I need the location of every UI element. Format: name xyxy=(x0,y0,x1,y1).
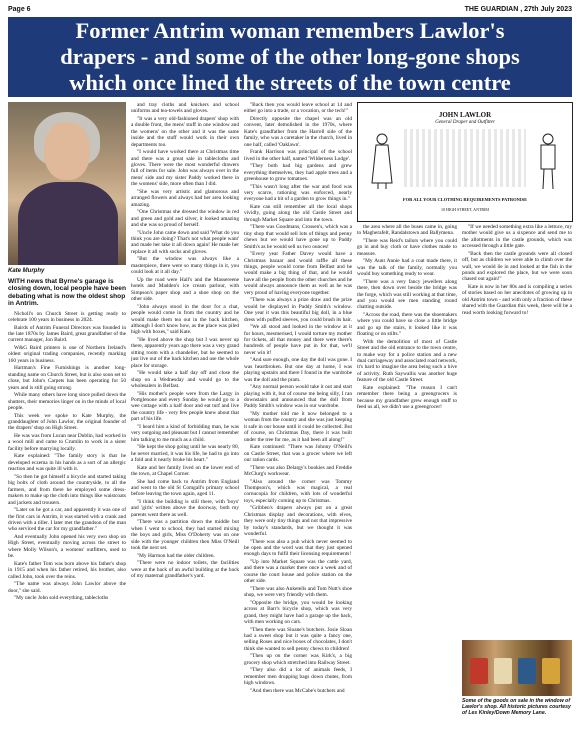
publication-date: THE GUARDIAN , 27th July 2023 xyxy=(464,6,572,13)
paragraph: "They both had big gardens and grew everything themselves, they had apple trees and a greenhouse to grow tomatoes. xyxy=(244,163,352,183)
paragraph: "There was Goodmans, Crossen's, which was a tiny shop that would sell lots of things and penny chews but we would have gone up to Paddy Smith's as he would sell us two ounces! xyxy=(244,224,352,250)
paragraph: "My Aunt Annie had a coat made there, it was the talk of the family, normally you would buy something ready to wear. xyxy=(357,258,457,278)
paragraph: Bairds of Antrim Funeral Directors was founded in the late 1870s by James Baird, great grandfather of the current manager, Jon Baird. xyxy=(8,324,126,344)
headline-line-1: Former Antrim woman remembers Lawlor's xyxy=(75,18,505,43)
headline-banner xyxy=(8,17,572,97)
paragraph: "The name was always John Lawlor above the door," she said. xyxy=(8,581,126,594)
paragraph: "And sure enough, one day the doll was gone. I was heartbroken. But one day at home, I was playing upstairs and there I found in the wardrobe was the doll and the pram. xyxy=(244,357,352,383)
article-column-4 xyxy=(357,224,457,636)
photo-caption: Kate Murphy xyxy=(8,268,45,274)
figure-woman-icon xyxy=(362,131,402,191)
paragraph: Kate explained: "The reason I can't remember there being a greengrocers is because my grandfather grew enough stuff to feed us all, we didn't use a greengrocer! xyxy=(357,384,457,411)
advert-tagline: FOR ALL YOUR CLOTHING REQUIREMENTS PATRONISE xyxy=(402,197,528,202)
paragraph: "There was also Anketells and Tom Nutt's shoe shop, we were very friendly with them. xyxy=(244,585,352,599)
headline-line-2: drapers - and some of the other long-gone shops xyxy=(60,44,520,69)
paragraph: Kate can still remember all the local shops vividly, going along the old Castle Street and through Market Square and into the town. xyxy=(244,204,352,223)
paragraph: "There was also Delargy's bookies and Freddie McClurg's workwear. xyxy=(244,464,352,477)
shop-goods-photo xyxy=(462,640,572,696)
article-column-1 xyxy=(8,278,126,730)
paragraph: "My Harmon had the older children. xyxy=(137,552,215,559)
figure-man-icon xyxy=(528,131,568,191)
paragraph: "If we needed something extra like a lettuce, my mother would give us a sixpence and send me to the allotments in the castle grounds, which was accessed through a little gate. xyxy=(462,224,572,250)
paragraph: "Uncle John came down and said 'What do you think you are doing? That's not what people want' and made her take it all down again! He made her replace it all with socks and gloves. xyxy=(131,229,239,255)
article-column-2 xyxy=(131,102,239,730)
paragraph: He was was from Lucan near Dublin, had worked in a wool mill and came to Crumlin to work in a sister facility before marrying locally. xyxy=(8,433,126,452)
paragraph: "Then up on the corner was Kirk's, a big grocery shop which stretched into Railway Street. xyxy=(244,653,352,666)
paragraph: "I think the building is still there, with 'boys' and 'girls' written above the doorway, both my parents went there as well. xyxy=(131,498,239,518)
paragraph: Kate continued: "There was Johnny O'Neill's on Castle Street, that was a grocer where we left our ration cards. xyxy=(244,444,352,463)
goods-caption: Some of the goods on sale in the window of Lawlor's shop. All historic pictures courtesy of Les Kinley/Down Memory Lane. xyxy=(462,698,571,717)
page-number: Page 6 xyxy=(8,6,31,13)
paragraph: "Later on he got a car, and apparently it was one of the first cars in Antrim, it was started with a crank and driven with a tiller. I later met the grandson of the man who serviced the car for my grandfather." xyxy=(8,507,126,533)
paragraph: "Across the road, there was the shoemakers where you could have so close a little bridge and go up the stairs, it looked like it was floating or on stilts." xyxy=(357,312,457,338)
paragraph: "Any normal person would take it out and start playing with it, but of course me being silly, I ran downstairs and announced that the doll from Paddy Smith's window was in our wardrobe. xyxy=(244,384,352,410)
paragraph: Kate and her family lived on the lower end of the town, at Chapel Corner. xyxy=(131,464,239,477)
paragraph: "There was also a pub which never seemed to be open and the word was that they just opened enough days to fulfil their licensing requirements! xyxy=(244,538,352,558)
paragraph: And eventually John opened his very own shop on High Street, eventually moving across the street to where Molly Wilson's, a womens' outfitters, used to be. xyxy=(8,533,126,560)
paragraph: "And then there was McCabe's butchers and xyxy=(250,687,345,694)
paragraph: "Then there was Sloane's butchers. Josie Sloan had a sweet shop but it was quite a fancy one, selling Roses and nice boxes of chocolates, I don't think she wanted to sell penny chews to children! xyxy=(244,626,352,652)
advert-address: 10 HIGH STREET, ANTRIM xyxy=(441,207,489,212)
page-header xyxy=(8,6,572,16)
paragraph: Nicholl's on Church Street is getting ready to celebrate 100 years in business in 2024. xyxy=(8,310,126,324)
paragraph: "So then he got himself a bicycle and started taking big bolts of cloth around the countryside, to all the farmers, and from there he employed some dress-makers to make up the cloth into things like waistcoats and jackets and trousers. xyxy=(8,473,126,506)
paragraph: "He kept the shop going until he was nearly 80, he never married, it was his life, he had to go into a fold and it nearly broke his heart." xyxy=(131,444,239,463)
paragraph: While many others have long since pulled down the shutters, their memories linger on in the minds of local people. xyxy=(8,392,126,412)
paragraph: "There was a very fancy jewellers along there, then down over beside the bridge was the forge, which was still working at that time, and you would see men standing round chatting outside. xyxy=(357,278,457,311)
paragraph: "There was always a prize draw and the prize would be displayed in Paddy Smith's window. One year it was this beautiful big doll, in a blue dress with puffed sleeves, you could brush its hair. xyxy=(244,297,352,323)
paragraph: She had come back to Antrim from England and went to the old St Comgall's primary school before leaving the town again, aged 11. xyxy=(131,478,239,498)
paragraph: "My mother told me it now belonged to a woman from the country and she was just keeping it safe in our house until it could be collected. But of course, on Christmas Day, there it was built under the tree for me, as it had been all along!" xyxy=(244,410,352,443)
article-lead: WITH news that Byrne's garage is closing down, local people have been debating what is now the oldest shop in Antrim. xyxy=(8,278,126,308)
advert-subtitle: General Draper and Outfitter xyxy=(435,120,495,125)
paragraph: "He would take a half day off and close the shop on a Wednesday and would go to the wholesalers in Belfast. xyxy=(131,370,239,389)
article-column-5 xyxy=(462,224,572,636)
paragraph: "I heard him a kind of forbidding man, he was very outgoing and pleasant but I cannot remember him talking to me much as a child. xyxy=(131,423,239,443)
lawlor-advert xyxy=(357,102,573,222)
paragraph: Up the road were Hall's and the Massereene hotels and Madden's ice cream parlour, with Simpson's paper shop and a shoe shop on the other side. xyxy=(131,276,239,303)
paragraph: "John always stood in the door for a chat, people would come in from the country and he would make them tea out in the back kitchen, although I don't know how, as the place was piled high with boxes," said Kate. xyxy=(131,303,239,336)
paragraph: and tray cloths and knickers and school uniforms and tea-towels and gloves. xyxy=(131,102,239,115)
paragraph: "There was Reid's tailors where you could go in and buy cloth or have clothes made to measure. xyxy=(357,238,457,257)
advert-shopfront xyxy=(404,129,526,187)
paragraph: Frank Harrison was principal of the school lived in the other half, named 'Wilderness Lodge'. xyxy=(244,149,352,162)
advert-shop-name: JOHN LAWLOR xyxy=(438,111,492,119)
paragraph: "Every year Father Davey would have a Christmas bazaar and would raffle all these things, people would come from Belfast and he would make a big thing of that, and he would have all the people from the other churches and he would always announce them as well as he was very proud of having everyone together. xyxy=(244,251,352,296)
paragraph: Hartman's Fine Furnishings is another long-standing name on Church Street, but is also soon set to close, but John's Carpets has been operating for 50 years and is still going strong. xyxy=(8,365,126,391)
paragraph: "She was very artistic and glamorous and arranged flowers and always had her area looking amazing. xyxy=(131,188,239,208)
paragraph: "My uncle John sold everything, tablecloths xyxy=(14,595,109,602)
paragraph: Kate's father Tom was born above his father's shop in 1915 and when his father retired, his brother, also called John, took over the reins. xyxy=(8,560,126,580)
paragraph: "There was a partition down the middle but when I went to school, they had started mixing the boys and girls, Miss O'Doherty was on one side with the younger children then Miss O'Neill took the next set. xyxy=(131,519,239,551)
paragraph: "It was a very old-fashioned drapers' shop with a double front, the mens' stuff in one window and the womens' on the other and it was the same inside and the stuff would work in their own departments too. xyxy=(131,116,239,148)
paragraph: "Back then you would leave school at 14 and either go into a trade, or a vocation, or the tech!" xyxy=(244,102,352,115)
paragraph: "Also around the corner was Tommy Thompson's, which was magical, a real cornucopia for children, with lots of wonderful toys, especially coming up to Christmas. xyxy=(244,478,352,504)
paragraph: "They also did a lot of animals feeds, I remember men dropping bags down chutes, from high windows. xyxy=(244,667,352,687)
paragraph: Directly opposite the chapel was an old convent, later demolished in the 1970s, where Kate's grandfather from the Harrell side of the family, who was a caretaker in the church, lived in one half, called 'Oaklawn'. xyxy=(244,116,352,148)
paragraph: "Back then the castle grounds were all closed off, but as children we were able to climb over the wall, we would lie in and looked at the fish in the ponds and explored the place, but we were soon chased out again!" xyxy=(462,250,572,283)
paragraph: Kate explained: "The family story is that he developed eczema in his hands as a sort of an allergic reaction and was quite ill with it. xyxy=(8,453,126,473)
paragraph: "There were no indoor toilets, the facilities were at the back of an awful building at the back of my maternal grandfather's yard. xyxy=(131,560,239,579)
paragraph: "He lived above the shop but I was never up there, apparently years ago there was a very grand sitting room with a chandelier, but he seemed to just live out of the back kitchen and use the whole place for storage. xyxy=(131,336,239,369)
paragraph: "Up into Market Square was the cattle yard, and there was a market there once a week and of course the court house and police station on the other side. xyxy=(244,559,352,585)
paragraph: "We all stood and looked in the window at it for hours, mesmerised, I would torture my mother for tickets, all that money and there were there's hundreds of people have put in for that, we'll never win it! xyxy=(244,324,352,356)
paragraph: "His mother's people were from the Largy in Portglenone and every Sunday he would go to a wee cottage with a half door and eat turf and live the country life - very few people knew about that part of his life. xyxy=(131,390,239,423)
paragraph: Kate is now in her 80s and is compiling a series of stories based on her anecdotes of growing up in old Antrim town - and with only a fraction of these shared with the Guardian this week, there will be a read worth looking forward to! xyxy=(462,284,572,316)
portrait-photo xyxy=(8,102,126,265)
paragraph: With the demolition of most of Castle Street and the old entrance to the town centre, to make way for a police station and a new dual carriageway and associated road network, it's hard to imagine the area being such a hive of activity. Ruth Saywallis was another huge feature of the old Castle Street. xyxy=(357,338,457,384)
paragraph: "This wasn't long after the war and food was very scarce, rationing was enforced, nearly everyone had a bit of a garden to grow things in." xyxy=(244,183,352,203)
paragraph: "I would have worked there at Christmas time and there was a great sale in tablecloths and gloves. There were the most wonderful drawers full of items for sale. John was always over in the mens' side and my sister Paddy worked there in the womens' side, more often than I did. xyxy=(131,149,239,188)
paragraph: "One Christmas she dressed the window in red and green and gold and silver, it looked amazing and she was so proud of herself. xyxy=(131,209,239,229)
paragraph: This week we spoke to Kate Murphy, the granddaughter of John Lawlor, the original founder of the drapers' shop on High Street. xyxy=(8,412,126,432)
paragraph: W&G Baird printers is one of Northern Ireland's oldest original trading companies, recently marking 160 years in business. xyxy=(8,345,126,364)
paragraph: "But the window was always like a masterpiece, there were so many things in it, you could look at it all day." xyxy=(131,256,239,276)
headline-line-3: which once lined the streets of the town centre xyxy=(69,70,511,95)
article-column-3 xyxy=(244,102,352,730)
paragraph: "Opposite the bridge, you would be looking across at Barr's bicycle shop, which was very grand, they might have had a garage up the back, with men working on cars. xyxy=(244,599,352,626)
paragraph: the area where all the buses came in, going to Magherafelt, Randalstown and Ballymena. xyxy=(357,224,457,237)
paragraph: "Gribben's drapers always put on a great Christmas display and decorations, with elves, they were only tiny things and not that impressive by today's standards, but we thought it was wonderful. xyxy=(244,505,352,537)
